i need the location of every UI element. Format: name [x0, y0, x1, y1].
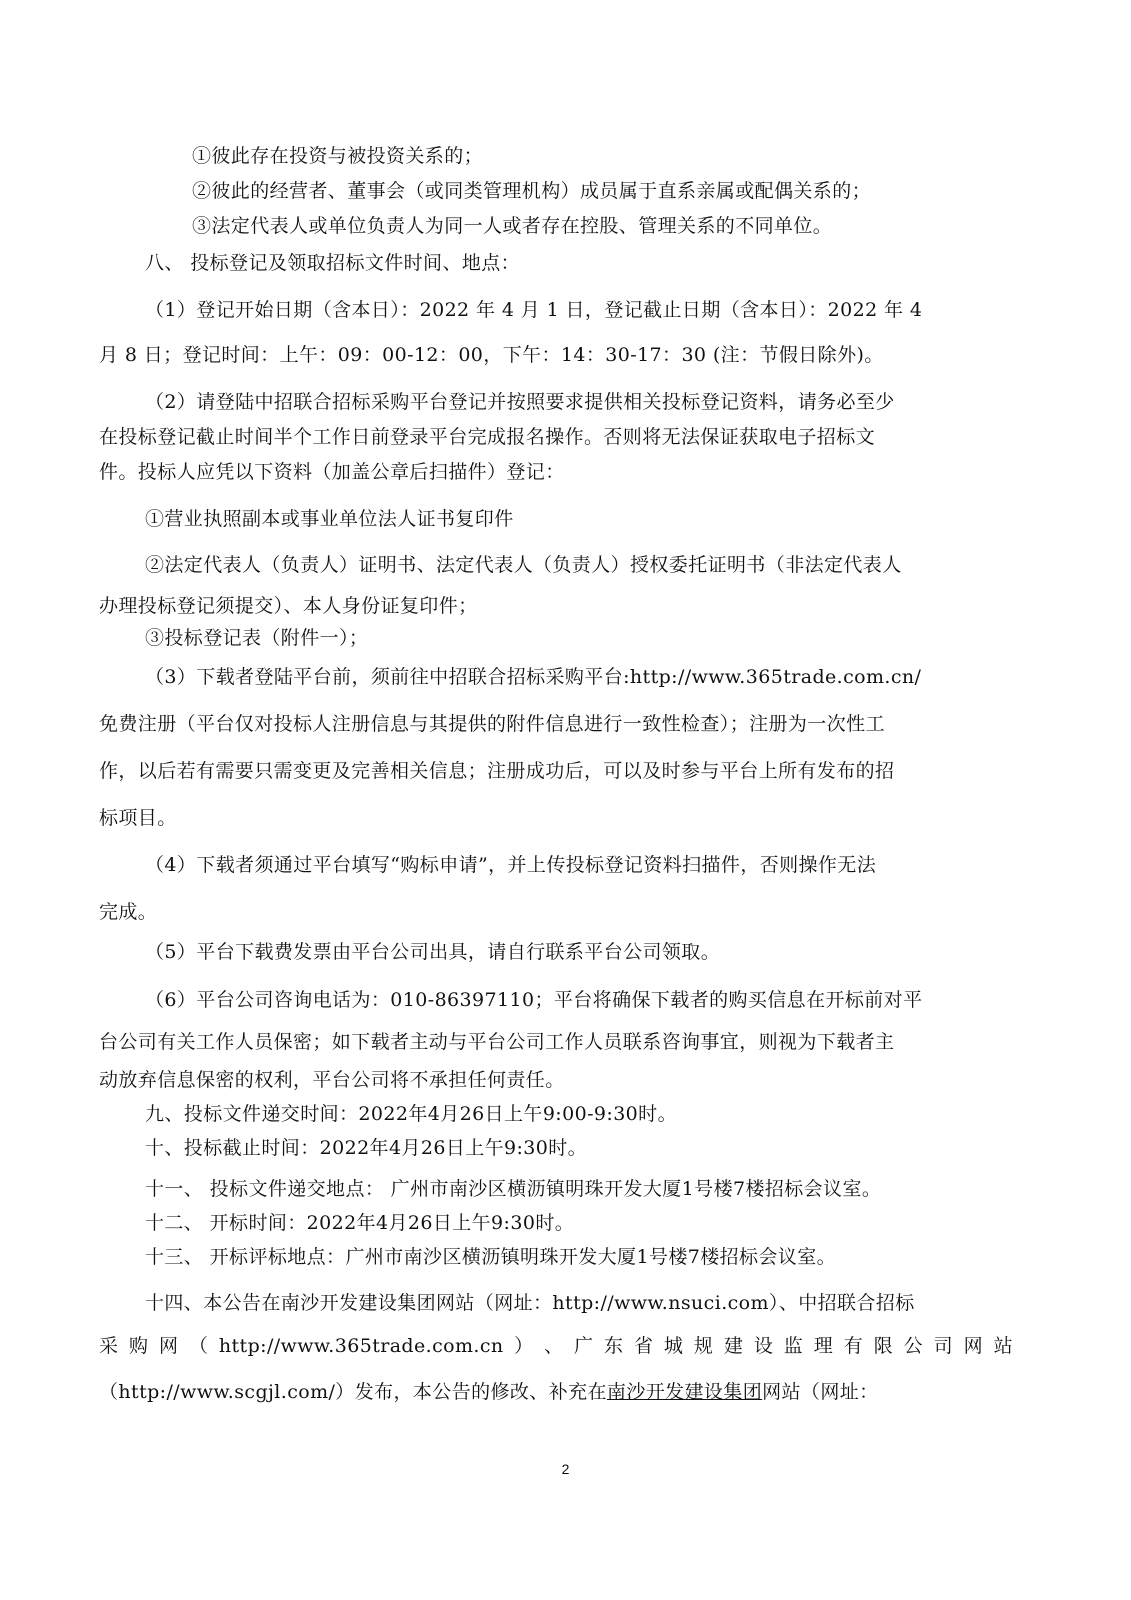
text-segment: 购 [128, 1335, 149, 1357]
text-line: 台公司有关工作人员保密；如下载者主动与平台公司工作人员联系咨询事宜，则视为下载者主 [99, 1031, 895, 1053]
text-line: ②法定代表人（负责人）证明书、法定代表人（负责人）授权委托证明书（非法定代表人 [145, 554, 902, 576]
text-segment: 网 [963, 1335, 983, 1357]
text-segment: 东 [603, 1335, 624, 1357]
page-number: 2 [561, 1461, 570, 1477]
text-segment: 网站（网址： [762, 1381, 879, 1403]
text-line: ①彼此存在投资与被投资关系的； [192, 145, 484, 167]
text-line: 在投标登记截止时间半个工作日前登录平台完成报名操作。否则将无法保证获取电子招标文 [99, 426, 876, 448]
text-segment: 城 [663, 1335, 684, 1357]
section-heading: 十一、 投标文件递交地点： 广州市南沙区横沥镇明珠开发大厦1号楼7楼招标会议室。 [145, 1178, 882, 1200]
text-line: （5）平台下载费发票由平台公司出具，请自行联系平台公司领取。 [145, 941, 721, 963]
text-line: 月 8 日；登记时间：上午：09：00-12：00，下午：14：30-17：30 (注：节假日除外)。 [99, 344, 884, 366]
section-heading: 十四、本公告在南沙开发建设集团网站（网址：http://www.nsuci.com）、中招联合招标 [145, 1292, 915, 1314]
text-segment: 有 [843, 1335, 864, 1357]
text-segment: ） [514, 1335, 534, 1357]
text-line: 标项目。 [99, 807, 177, 829]
text-segment: 司 [933, 1335, 954, 1357]
text-line: （4）下载者须通过平台填写“购标申请”，并上传投标登记资料扫描件，否则操作无法 [145, 854, 877, 876]
text-line: ②彼此的经营者、董事会（或同类管理机构）成员属于直系亲属或配偶关系的； [192, 180, 872, 202]
text-segment: （ [188, 1335, 209, 1357]
justified-text-line [99, 1334, 1013, 1358]
text-segment: 采 [99, 1335, 119, 1357]
text-line: 免费注册（平台仅对投标人注册信息与其提供的附件信息进行一致性检查）；注册为一次性工 [99, 713, 885, 735]
text-segment: 规 [693, 1335, 714, 1357]
text-line: 动放弃信息保密的权利，平台公司将不承担任何责任。 [99, 1069, 565, 1091]
text-segment: （http://www.scgjl.com/）发布，本公告的修改、补充在 [99, 1381, 607, 1403]
text-line: 办理投标登记须提交）、本人身份证复印件； [99, 595, 478, 617]
section-heading: 八、 投标登记及领取招标文件时间、地点： [145, 252, 521, 274]
text-line: 作，以后若有需要只需变更及完善相关信息；注册成功后，可以及时参与平台上所有发布的招 [99, 760, 895, 782]
text-segment: 、 [544, 1335, 564, 1357]
text-line: 件。投标人应凭以下资料（加盖公章后扫描件）登记： [99, 461, 565, 483]
section-heading: 十、投标截止时间：2022年4月26日上午9:30时。 [145, 1137, 588, 1159]
text-segment: 设 [753, 1335, 774, 1357]
text-segment: 站 [993, 1335, 1013, 1357]
text-segment: 建 [723, 1335, 744, 1357]
text-line [99, 1380, 879, 1404]
url-text: http://www.365trade.com.cn [218, 1335, 504, 1357]
text-line: ③投标登记表（附件一）； [145, 627, 369, 649]
text-segment: 理 [813, 1335, 834, 1357]
text-segment: 网 [158, 1335, 179, 1357]
section-heading: 十二、 开标时间：2022年4月26日上午9:30时。 [145, 1212, 575, 1234]
text-line: （1）登记开始日期（含本日）：2022 年 4 月 1 日，登记截止日期（含本日）：2022 年 4 [145, 299, 923, 321]
text-line: ①营业执照副本或事业单位法人证书复印件 [145, 508, 514, 530]
text-line: ③法定代表人或单位负责人为同一人或者存在控股、管理关系的不同单位。 [192, 215, 833, 237]
section-heading: 十三、 开标评标地点：广州市南沙区横沥镇明珠开发大厦1号楼7楼招标会议室。 [145, 1246, 837, 1268]
text-segment: 公 [903, 1335, 924, 1357]
text-segment: 监 [783, 1335, 804, 1357]
text-line: （6）平台公司咨询电话为：010-86397110；平台将确保下载者的购买信息在开标前对平 [145, 989, 923, 1011]
text-line: （3）下载者登陆平台前，须前往中招联合招标采购平台:http://www.365trade.com.cn/ [145, 666, 922, 688]
section-heading: 九、投标文件递交时间：2022年4月26日上午9:00-9:30时。 [145, 1103, 677, 1125]
text-segment: 限 [873, 1335, 894, 1357]
text-segment: 省 [633, 1335, 654, 1357]
text-segment: 广 [574, 1335, 594, 1357]
text-line: （2）请登陆中招联合招标采购平台登记并按照要求提供相关投标登记资料，请务必至少 [145, 391, 895, 413]
underlined-org-name: 南沙开发建设集团 [606, 1381, 763, 1403]
text-line: 完成。 [99, 901, 158, 923]
